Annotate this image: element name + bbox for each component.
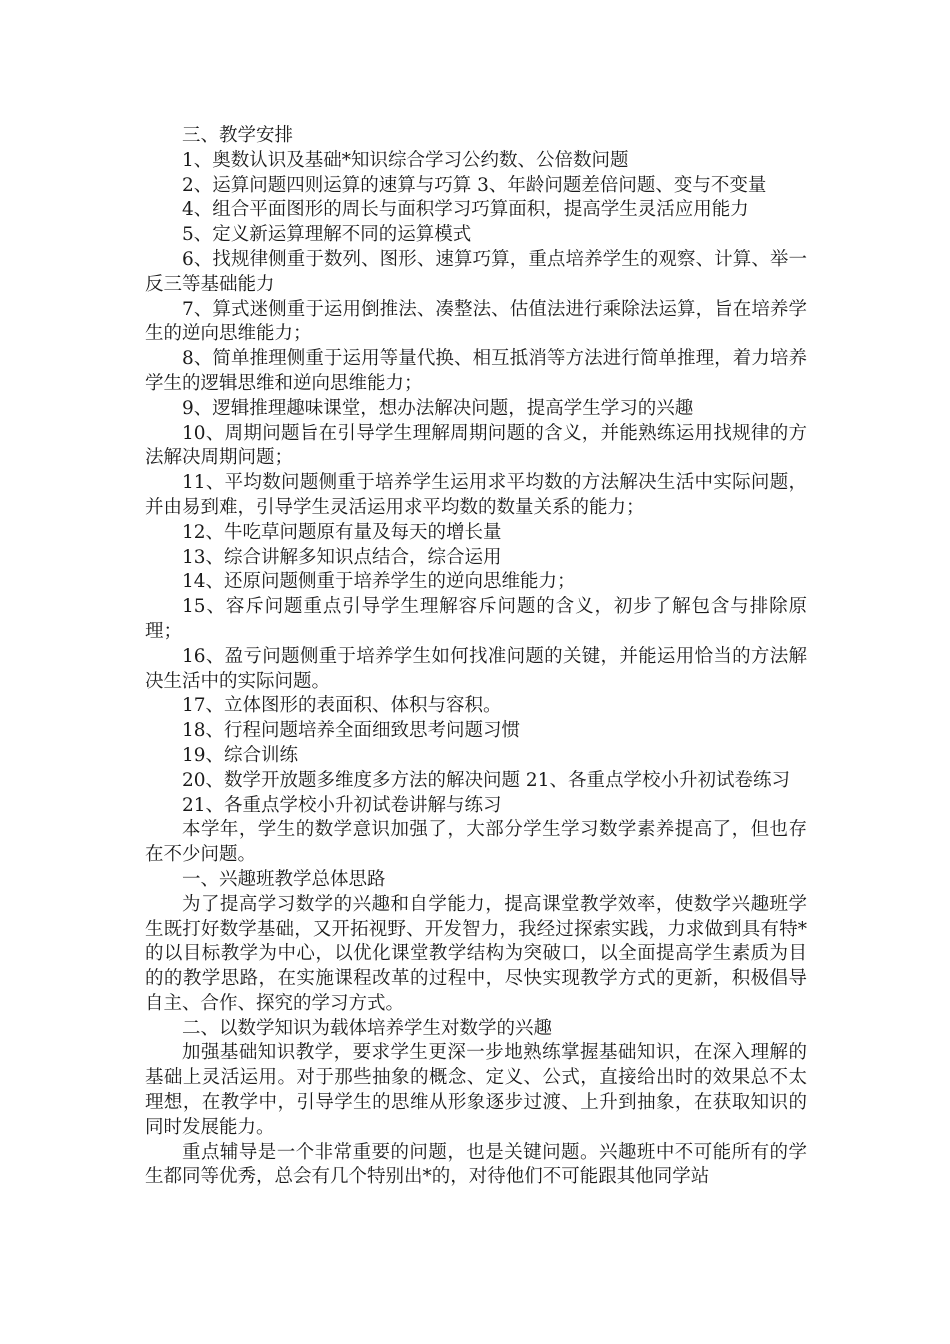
body-paragraph: 本学年，学生的数学意识加强了，大部分学生学习数学素养提高了，但也存在不少问题。: [145, 819, 807, 866]
document-body: [145, 124, 807, 1190]
body-paragraph: 重点辅导是一个非常重要的问题，也是关键问题。兴趣班中不可能所有的学生都同等优秀，总会有几个特别出*的，对待他们不可能跟其他同学站: [145, 1141, 807, 1188]
list-item: 9、逻辑推理趣味课堂，想办法解决问题，提高学生学习的兴趣: [182, 397, 694, 419]
list-item: 15、容斥问题重点引导学生理解容斥问题的含义，初步了解包含与排除原理；: [145, 596, 807, 642]
list-item: 5、定义新运算理解不同的运算模式: [182, 224, 472, 246]
list-item: 14、还原问题侧重于培养学生的逆向思维能力；: [182, 571, 576, 593]
list-item: 8、简单推理侧重于运用等量代换、相互抵消等方法进行简单推理，着力培养学生的逻辑思维和逆向思维能力；: [145, 348, 807, 394]
list-item: 2、运算问题四则运算的速算与巧算 3、年龄问题差倍问题、变与不变量: [182, 174, 767, 196]
list-item: 19、综合训练: [182, 744, 299, 766]
list-item: 7、算式迷侧重于运用倒推法、凑整法、估值法进行乘除法运算，旨在培养学生的逆向思维能力；: [145, 298, 807, 345]
list-item: 6、找规律侧重于数列、图形、速算巧算，重点培养学生的观察、计算、举一反三等基础能力: [145, 248, 807, 295]
list-item: 18、行程问题培养全面细致思考问题习惯: [182, 720, 521, 742]
section-heading-interest-cultivation: 二、以数学知识为载体培养学生对数学的兴趣: [182, 1017, 553, 1039]
body-paragraph: 为了提高学习数学的兴趣和自学能力，提高课堂教学效率，使数学兴趣班学生既打好数学基础，又开拓视野、开发智力，我经过探索实践，力求做到具有特*的以目标教学为中心，以优化课堂教学结构为突破口，以全面提高学生素质为目的的教学思路，在实施课程改革的过程中，尽快实现教学方式的更新，积极倡导自主、合作、探究的学习方式。: [145, 893, 807, 1014]
section-heading-overall-approach: 一、兴趣班教学总体思路: [182, 868, 386, 890]
list-item: 21、各重点学校小升初试卷讲解与练习: [182, 794, 502, 816]
list-item: 20、数学开放题多维度多方法的解决问题 21、各重点学校小升初试卷练习: [182, 769, 790, 791]
list-item: 11、平均数问题侧重于培养学生运用求平均数的方法解决生活中实际问题，并由易到难，引导学生灵活运用求平均数的数量关系的能力；: [145, 472, 807, 518]
section-heading-teaching-arrangement: 三、教学安排: [182, 125, 294, 146]
body-paragraph: 加强基础知识教学，要求学生更深一步地熟练掌握基础知识，在深入理解的基础上灵活运用。对于那些抽象的概念、定义、公式，直接给出时的效果总不太理想，在教学中，引导学生的思维从形象逐步过渡、上升到抽象，在获取知识的同时发展能力。: [145, 1042, 807, 1138]
list-item: 1、奥数认识及基础*知识综合学习公约数、公倍数问题: [182, 149, 629, 171]
list-item: 4、组合平面图形的周长与面积学习巧算面积，提高学生灵活应用能力: [182, 199, 749, 221]
list-item: 13、综合讲解多知识点结合，综合运用: [182, 546, 502, 568]
list-item: 16、盈亏问题侧重于培养学生如何找准问题的关键，并能运用恰当的方法解决生活中的实际问题。: [145, 645, 807, 692]
list-item: 10、周期问题旨在引导学生理解周期问题的含义，并能熟练运用找规律的方法解决周期问题；: [145, 422, 807, 469]
list-item: 12、牛吃草问题原有量及每天的增长量: [182, 521, 502, 543]
list-item: 17、立体图形的表面积、体积与容积。: [182, 695, 502, 717]
